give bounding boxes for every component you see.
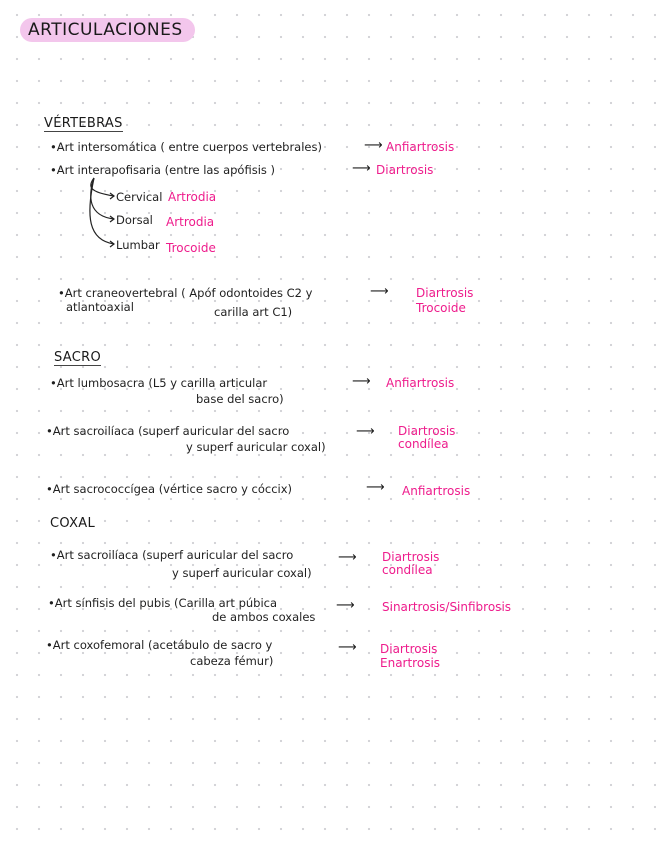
coxal-item1-line1: •Art sacroilíaca (superf auricular del sacro xyxy=(50,548,294,562)
sub-type-lumbar: Trocoide xyxy=(166,241,216,255)
arrow-icon: ⟶ xyxy=(356,424,375,439)
sacro-item1-result: Anfiartrosis xyxy=(386,376,455,390)
vertebras-item2-text: •Art interapofisaria (entre las apófisis ) xyxy=(50,163,276,177)
section-heading-sacro: SACRO xyxy=(54,350,101,365)
vertebras-item3-result2: Trocoide xyxy=(416,301,466,315)
sacro-item1-line1: •Art lumbosacra (L5 y carilla articular xyxy=(50,376,268,390)
sub-label-lumbar: Lumbar xyxy=(116,238,160,252)
vertebras-item3-line1: •Art craneovertebral ( Apóf odontoides C2 y xyxy=(58,286,313,300)
coxal-item2-line2: de ambos coxales xyxy=(212,610,316,624)
sacro-item2-result2: condílea xyxy=(398,437,449,451)
sub-label-cervical: Cervical xyxy=(116,190,163,204)
coxal-item3-result1: Diartrosis xyxy=(380,642,438,656)
coxal-item1-line2: y superf auricular coxal) xyxy=(172,566,312,580)
sub-label-dorsal: Dorsal xyxy=(116,213,153,227)
sacro-item2-line1: •Art sacroilíaca (superf auricular del sacro xyxy=(46,424,290,438)
vertebras-item1-text: •Art intersomática ( entre cuerpos vertebrales) xyxy=(50,140,322,154)
vertebras-item3-result1: Diartrosis xyxy=(416,286,474,300)
arrow-icon: ⟶ xyxy=(338,550,357,565)
coxal-item3-line1: •Art coxofemoral (acetábulo de sacro y xyxy=(46,638,273,652)
arrow-icon: ⟶ xyxy=(336,598,355,613)
section-heading-coxal: COXAL xyxy=(50,516,96,531)
coxal-item2-line1: •Art sínfisis del pubis (Carilla art púbica xyxy=(48,596,278,610)
sub-type-dorsal: Artrodia xyxy=(166,215,215,229)
sacro-item1-line2: base del sacro) xyxy=(196,392,284,406)
coxal-item3-line2: cabeza fémur) xyxy=(190,654,274,668)
coxal-item2-result: Sinartrosis/Sinfibrosis xyxy=(382,600,512,614)
sacro-item3-line1: •Art sacrococcígea (vértice sacro y cóccix) xyxy=(46,482,293,496)
sacro-item2-line2: y superf auricular coxal) xyxy=(186,440,326,454)
vertebras-item2-result: Diartrosis xyxy=(376,163,434,177)
sub-type-cervical: Artrodia xyxy=(168,190,217,204)
sacro-item2-result1: Diartrosis xyxy=(398,424,456,438)
arrow-icon: ⟶ xyxy=(352,374,371,389)
coxal-item1-result2: condílea xyxy=(382,563,433,577)
coxal-item3-result2: Enartrosis xyxy=(380,656,441,670)
arrow-icon: ⟶ xyxy=(370,284,389,299)
coxal-item1-result1: Diartrosis xyxy=(382,550,440,564)
page-title: ARTICULACIONES xyxy=(20,18,195,42)
vertebras-item1-result: Anfiartrosis xyxy=(386,140,455,154)
arrow-icon: ⟶ xyxy=(352,161,371,176)
arrow-icon: ⟶ xyxy=(364,138,383,153)
section-heading-vertebras: VÉRTEBRAS xyxy=(44,116,123,131)
arrow-icon: ⟶ xyxy=(366,480,385,495)
sacro-item3-result: Anfiartrosis xyxy=(402,484,471,498)
arrow-icon: ⟶ xyxy=(338,640,357,655)
vertebras-item3-line1b: atlantoaxial xyxy=(66,300,134,314)
vertebras-item3-line2: carilla art C1) xyxy=(214,305,293,319)
